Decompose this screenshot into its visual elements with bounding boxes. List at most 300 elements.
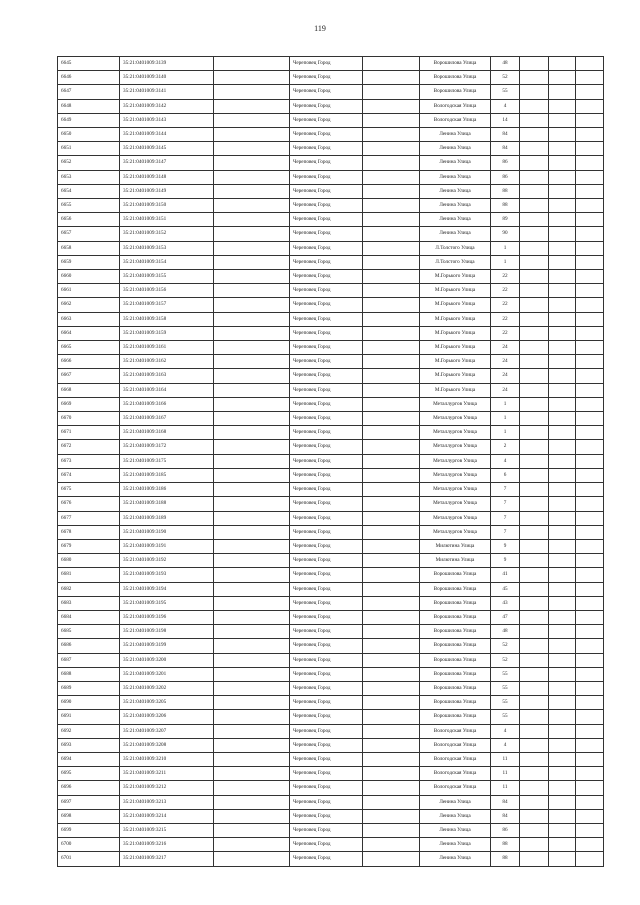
city-cell: Череповец Город	[290, 724, 363, 738]
city-cell: Череповец Город	[290, 326, 363, 340]
row-number-cell: 6691	[58, 710, 120, 724]
empty-cell	[214, 128, 290, 142]
empty-cell	[549, 227, 576, 241]
row-number-cell: 6668	[58, 383, 120, 397]
empty-cell	[214, 326, 290, 340]
empty-cell	[363, 270, 420, 284]
page-number: 119	[314, 24, 326, 33]
house-number-cell: 52	[491, 653, 520, 667]
city-cell: Череповец Город	[290, 582, 363, 596]
empty-cell	[520, 99, 549, 113]
empty-cell	[549, 568, 576, 582]
house-number-cell: 11	[491, 767, 520, 781]
empty-cell	[549, 724, 576, 738]
row-number-cell: 6688	[58, 667, 120, 681]
city-cell: Череповец Город	[290, 71, 363, 85]
city-cell: Череповец Город	[290, 284, 363, 298]
city-cell: Череповец Город	[290, 298, 363, 312]
empty-cell	[520, 724, 549, 738]
row-number-cell: 6645	[58, 57, 120, 71]
house-number-cell: 88	[491, 838, 520, 852]
cadastral-number-cell: 35:21:0401009:3193	[120, 568, 214, 582]
empty-cell	[214, 767, 290, 781]
row-number-cell: 6682	[58, 582, 120, 596]
empty-cell	[576, 582, 604, 596]
empty-cell	[520, 767, 549, 781]
cadastral-number-cell: 35:21:0401009:3194	[120, 582, 214, 596]
house-number-cell: 86	[491, 156, 520, 170]
house-number-cell: 55	[491, 710, 520, 724]
street-cell: Ворошилова Улица	[420, 639, 491, 653]
house-number-cell: 43	[491, 596, 520, 610]
empty-cell	[520, 326, 549, 340]
empty-cell	[214, 241, 290, 255]
empty-cell	[549, 199, 576, 213]
table-row	[58, 767, 604, 781]
empty-cell	[363, 710, 420, 724]
street-cell: Ворошилова Улица	[420, 710, 491, 724]
empty-cell	[549, 823, 576, 837]
street-cell: Ленина Улица	[420, 809, 491, 823]
cadastral-number-cell: 35:21:0401009:3162	[120, 355, 214, 369]
empty-cell	[549, 610, 576, 624]
street-cell: Ворошилова Улица	[420, 625, 491, 639]
row-number-cell: 6648	[58, 99, 120, 113]
street-cell: Ленина Улица	[420, 227, 491, 241]
empty-cell	[549, 170, 576, 184]
empty-cell	[549, 852, 576, 866]
empty-cell	[214, 610, 290, 624]
row-number-cell: 6686	[58, 639, 120, 653]
city-cell: Череповец Город	[290, 156, 363, 170]
city-cell: Череповец Город	[290, 483, 363, 497]
street-cell: Ленина Улица	[420, 795, 491, 809]
table-row	[58, 639, 604, 653]
row-number-cell: 6677	[58, 511, 120, 525]
empty-cell	[363, 369, 420, 383]
empty-cell	[549, 809, 576, 823]
empty-cell	[214, 852, 290, 866]
table-row	[58, 184, 604, 198]
empty-cell	[520, 128, 549, 142]
house-number-cell: 22	[491, 326, 520, 340]
row-number-cell: 6697	[58, 795, 120, 809]
empty-cell	[549, 213, 576, 227]
empty-cell	[549, 128, 576, 142]
empty-cell	[520, 312, 549, 326]
row-number-cell: 6673	[58, 454, 120, 468]
empty-cell	[520, 525, 549, 539]
city-cell: Череповец Город	[290, 227, 363, 241]
house-number-cell: 86	[491, 170, 520, 184]
table-row	[58, 809, 604, 823]
empty-cell	[214, 781, 290, 795]
street-cell: Металлургов Улица	[420, 412, 491, 426]
cadastral-number-cell: 35:21:0401009:3185	[120, 468, 214, 482]
empty-cell	[520, 483, 549, 497]
street-cell: Ленина Улица	[420, 852, 491, 866]
house-number-cell: 9	[491, 554, 520, 568]
empty-cell	[576, 227, 604, 241]
street-cell: Ворошилова Улица	[420, 568, 491, 582]
street-cell: Ворошилова Улица	[420, 582, 491, 596]
city-cell: Череповец Город	[290, 383, 363, 397]
empty-cell	[520, 823, 549, 837]
empty-cell	[549, 696, 576, 710]
empty-cell	[214, 738, 290, 752]
row-number-cell: 6701	[58, 852, 120, 866]
empty-cell	[363, 412, 420, 426]
empty-cell	[520, 170, 549, 184]
empty-cell	[549, 511, 576, 525]
empty-cell	[549, 99, 576, 113]
city-cell: Череповец Город	[290, 795, 363, 809]
street-cell: М.Горького Улица	[420, 326, 491, 340]
house-number-cell: 4	[491, 724, 520, 738]
row-number-cell: 6681	[58, 568, 120, 582]
empty-cell	[549, 426, 576, 440]
empty-cell	[363, 781, 420, 795]
house-number-cell: 2	[491, 440, 520, 454]
city-cell: Череповец Город	[290, 681, 363, 695]
empty-cell	[363, 639, 420, 653]
table-row	[58, 596, 604, 610]
empty-cell	[549, 752, 576, 766]
cadastral-number-cell: 35:21:0401009:3163	[120, 369, 214, 383]
empty-cell	[576, 383, 604, 397]
empty-cell	[214, 85, 290, 99]
city-cell: Череповец Город	[290, 554, 363, 568]
empty-cell	[214, 227, 290, 241]
street-cell: М.Горького Улица	[420, 270, 491, 284]
cadastral-number-cell: 35:21:0401009:3155	[120, 270, 214, 284]
empty-cell	[576, 681, 604, 695]
empty-cell	[520, 255, 549, 269]
city-cell: Череповец Город	[290, 128, 363, 142]
empty-cell	[214, 696, 290, 710]
empty-cell	[549, 454, 576, 468]
empty-cell	[520, 85, 549, 99]
street-cell: Милютина Улица	[420, 539, 491, 553]
house-number-cell: 88	[491, 199, 520, 213]
empty-cell	[214, 554, 290, 568]
empty-cell	[549, 397, 576, 411]
empty-cell	[576, 852, 604, 866]
empty-cell	[214, 142, 290, 156]
empty-cell	[549, 767, 576, 781]
city-cell: Череповец Город	[290, 767, 363, 781]
house-number-cell: 41	[491, 568, 520, 582]
empty-cell	[214, 710, 290, 724]
table-row	[58, 270, 604, 284]
empty-cell	[363, 823, 420, 837]
street-cell: Ворошилова Улица	[420, 71, 491, 85]
row-number-cell: 6655	[58, 199, 120, 213]
empty-cell	[520, 596, 549, 610]
cadastral-number-cell: 35:21:0401009:3157	[120, 298, 214, 312]
empty-cell	[549, 255, 576, 269]
cadastral-number-cell: 35:21:0401009:3175	[120, 454, 214, 468]
table-row	[58, 284, 604, 298]
city-cell: Череповец Город	[290, 312, 363, 326]
row-number-cell: 6685	[58, 625, 120, 639]
table-row	[58, 440, 604, 454]
cadastral-number-cell: 35:21:0401009:3159	[120, 326, 214, 340]
empty-cell	[576, 610, 604, 624]
cadastral-number-cell: 35:21:0401009:3217	[120, 852, 214, 866]
street-cell: Вологодская Улица	[420, 99, 491, 113]
cadastral-number-cell: 35:21:0401009:3172	[120, 440, 214, 454]
cadastral-number-cell: 35:21:0401009:3210	[120, 752, 214, 766]
table-row	[58, 213, 604, 227]
empty-cell	[363, 426, 420, 440]
empty-cell	[576, 596, 604, 610]
empty-cell	[363, 241, 420, 255]
street-cell: Ворошилова Улица	[420, 653, 491, 667]
row-number-cell: 6687	[58, 653, 120, 667]
empty-cell	[214, 681, 290, 695]
row-number-cell: 6649	[58, 113, 120, 127]
row-number-cell: 6669	[58, 397, 120, 411]
cadastral-number-cell: 35:21:0401009:3212	[120, 781, 214, 795]
house-number-cell: 7	[491, 497, 520, 511]
empty-cell	[549, 497, 576, 511]
house-number-cell: 55	[491, 85, 520, 99]
street-cell: М.Горького Улица	[420, 383, 491, 397]
empty-cell	[363, 341, 420, 355]
table-row	[58, 625, 604, 639]
table-row	[58, 582, 604, 596]
house-number-cell: 48	[491, 57, 520, 71]
street-cell: М.Горького Улица	[420, 298, 491, 312]
empty-cell	[549, 57, 576, 71]
city-cell: Череповец Город	[290, 85, 363, 99]
empty-cell	[214, 795, 290, 809]
table-row	[58, 610, 604, 624]
row-number-cell: 6674	[58, 468, 120, 482]
city-cell: Череповец Город	[290, 99, 363, 113]
empty-cell	[520, 184, 549, 198]
empty-cell	[520, 213, 549, 227]
empty-cell	[214, 298, 290, 312]
empty-cell	[520, 156, 549, 170]
city-cell: Череповец Город	[290, 255, 363, 269]
empty-cell	[576, 752, 604, 766]
cadastral-number-cell: 35:21:0401009:3143	[120, 113, 214, 127]
city-cell: Череповец Город	[290, 170, 363, 184]
empty-cell	[549, 142, 576, 156]
house-number-cell: 1	[491, 255, 520, 269]
empty-cell	[363, 582, 420, 596]
empty-cell	[549, 156, 576, 170]
empty-cell	[363, 440, 420, 454]
empty-cell	[576, 653, 604, 667]
city-cell: Череповец Город	[290, 752, 363, 766]
city-cell: Череповец Город	[290, 696, 363, 710]
empty-cell	[549, 468, 576, 482]
city-cell: Череповец Город	[290, 213, 363, 227]
house-number-cell: 4	[491, 99, 520, 113]
table-row	[58, 113, 604, 127]
cadastral-number-cell: 35:21:0401009:3206	[120, 710, 214, 724]
empty-cell	[214, 255, 290, 269]
empty-cell	[576, 71, 604, 85]
street-cell: Вологодская Улица	[420, 724, 491, 738]
street-cell: Вологодская Улица	[420, 752, 491, 766]
empty-cell	[520, 369, 549, 383]
cadastral-number-cell: 35:21:0401009:3144	[120, 128, 214, 142]
empty-cell	[520, 554, 549, 568]
house-number-cell: 4	[491, 454, 520, 468]
cadastral-number-cell: 35:21:0401009:3205	[120, 696, 214, 710]
table-row	[58, 199, 604, 213]
empty-cell	[214, 454, 290, 468]
empty-cell	[520, 270, 549, 284]
table-row	[58, 752, 604, 766]
empty-cell	[520, 397, 549, 411]
empty-cell	[520, 199, 549, 213]
empty-cell	[576, 284, 604, 298]
empty-cell	[576, 767, 604, 781]
empty-cell	[549, 341, 576, 355]
table-row	[58, 355, 604, 369]
empty-cell	[214, 809, 290, 823]
row-number-cell: 6675	[58, 483, 120, 497]
table-row	[58, 255, 604, 269]
street-cell: Ворошилова Улица	[420, 596, 491, 610]
table-row	[58, 383, 604, 397]
empty-cell	[549, 838, 576, 852]
cadastral-number-cell: 35:21:0401009:3156	[120, 284, 214, 298]
table-row	[58, 468, 604, 482]
cadastral-number-cell: 35:21:0401009:3191	[120, 539, 214, 553]
city-cell: Череповец Город	[290, 369, 363, 383]
city-cell: Череповец Город	[290, 568, 363, 582]
empty-cell	[549, 284, 576, 298]
house-number-cell: 11	[491, 752, 520, 766]
table-row	[58, 710, 604, 724]
empty-cell	[363, 738, 420, 752]
empty-cell	[214, 170, 290, 184]
house-number-cell: 6	[491, 468, 520, 482]
table-row	[58, 454, 604, 468]
empty-cell	[576, 312, 604, 326]
city-cell: Череповец Город	[290, 440, 363, 454]
empty-cell	[576, 454, 604, 468]
empty-cell	[214, 440, 290, 454]
empty-cell	[576, 270, 604, 284]
city-cell: Череповец Город	[290, 199, 363, 213]
street-cell: М.Горького Улица	[420, 355, 491, 369]
row-number-cell: 6672	[58, 440, 120, 454]
empty-cell	[576, 326, 604, 340]
empty-cell	[520, 539, 549, 553]
city-cell: Череповец Город	[290, 341, 363, 355]
empty-cell	[520, 852, 549, 866]
empty-cell	[363, 795, 420, 809]
city-cell: Череповец Город	[290, 426, 363, 440]
empty-cell	[363, 667, 420, 681]
empty-cell	[549, 639, 576, 653]
table-row	[58, 554, 604, 568]
row-number-cell: 6700	[58, 838, 120, 852]
empty-cell	[576, 199, 604, 213]
cadastral-number-cell: 35:21:0401009:3149	[120, 184, 214, 198]
table-row	[58, 298, 604, 312]
empty-cell	[520, 298, 549, 312]
cadastral-number-cell: 35:21:0401009:3188	[120, 497, 214, 511]
city-cell: Череповец Город	[290, 468, 363, 482]
house-number-cell: 22	[491, 284, 520, 298]
street-cell: М.Горького Улица	[420, 284, 491, 298]
empty-cell	[576, 738, 604, 752]
empty-cell	[576, 369, 604, 383]
street-cell: Л.Толстого Улица	[420, 241, 491, 255]
row-number-cell: 6694	[58, 752, 120, 766]
empty-cell	[214, 596, 290, 610]
empty-cell	[576, 156, 604, 170]
empty-cell	[214, 57, 290, 71]
house-number-cell: 1	[491, 241, 520, 255]
empty-cell	[576, 128, 604, 142]
empty-cell	[576, 412, 604, 426]
empty-cell	[576, 355, 604, 369]
cadastral-number-cell: 35:21:0401009:3215	[120, 823, 214, 837]
empty-cell	[520, 639, 549, 653]
house-number-cell: 84	[491, 809, 520, 823]
cadastral-number-cell: 35:21:0401009:3154	[120, 255, 214, 269]
empty-cell	[214, 99, 290, 113]
empty-cell	[363, 113, 420, 127]
empty-cell	[520, 454, 549, 468]
cadastral-number-cell: 35:21:0401009:3166	[120, 397, 214, 411]
house-number-cell: 84	[491, 128, 520, 142]
empty-cell	[549, 85, 576, 99]
city-cell: Череповец Город	[290, 113, 363, 127]
table-row	[58, 85, 604, 99]
city-cell: Череповец Город	[290, 270, 363, 284]
street-cell: Ворошилова Улица	[420, 667, 491, 681]
empty-cell	[549, 625, 576, 639]
empty-cell	[214, 156, 290, 170]
empty-cell	[576, 99, 604, 113]
street-cell: Ленина Улица	[420, 128, 491, 142]
empty-cell	[576, 539, 604, 553]
cadastral-number-cell: 35:21:0401009:3189	[120, 511, 214, 525]
row-number-cell: 6676	[58, 497, 120, 511]
street-cell: Л.Толстого Улица	[420, 255, 491, 269]
empty-cell	[363, 767, 420, 781]
empty-cell	[549, 539, 576, 553]
empty-cell	[576, 341, 604, 355]
empty-cell	[363, 511, 420, 525]
empty-cell	[363, 468, 420, 482]
street-cell: Ворошилова Улица	[420, 696, 491, 710]
empty-cell	[363, 383, 420, 397]
row-number-cell: 6651	[58, 142, 120, 156]
empty-cell	[214, 312, 290, 326]
empty-cell	[576, 142, 604, 156]
row-number-cell: 6696	[58, 781, 120, 795]
row-number-cell: 6693	[58, 738, 120, 752]
street-cell: М.Горького Улица	[420, 341, 491, 355]
empty-cell	[214, 838, 290, 852]
street-cell: Металлургов Улица	[420, 511, 491, 525]
house-number-cell: 24	[491, 355, 520, 369]
empty-cell	[214, 355, 290, 369]
street-cell: Вологодская Улица	[420, 781, 491, 795]
empty-cell	[520, 284, 549, 298]
